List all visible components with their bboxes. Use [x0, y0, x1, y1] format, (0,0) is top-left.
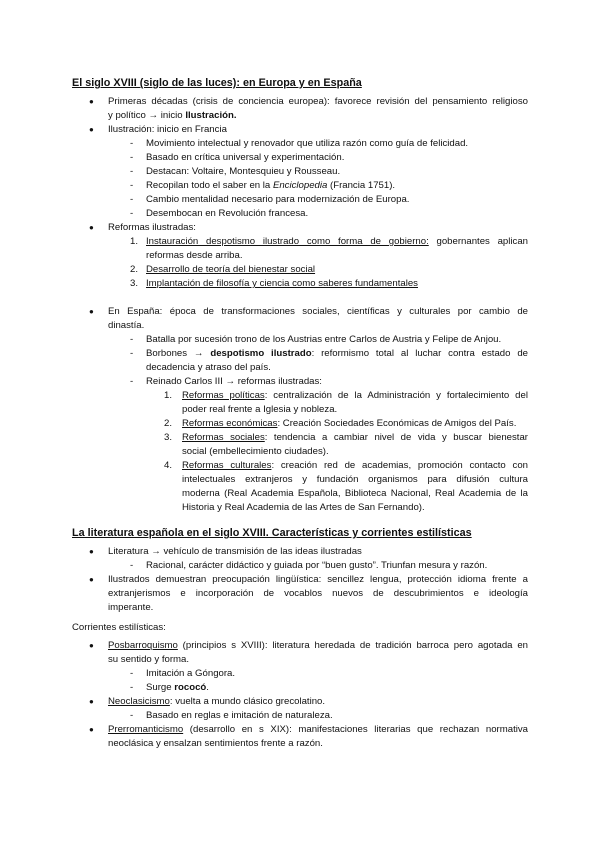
dash-icon: - [130, 334, 134, 345]
s2-c1-d2: Surge rococó. [146, 682, 209, 693]
s2-b2-line3: imperante. [108, 602, 154, 613]
dash-icon: - [130, 560, 134, 571]
s1-b2-d2: Basado en crítica universal y experimentación. [146, 152, 345, 163]
s1-r4-line1: Reformas culturales: creación red de academias, promoción contacto con [182, 460, 528, 471]
s2-b2-line2: extranjerismos e incorporación de vocablos nuevos de descubrimientos e ideología [108, 588, 528, 599]
bullet-icon: ● [89, 697, 94, 706]
s1-b4-d1: Batalla por sucesión trono de los Austrias entre Carlos de Austria y Felipe de Anjou. [146, 334, 502, 345]
list-number: 1. [164, 390, 173, 401]
s1-b2-d4: Recopilan todo el saber en la Enciclopedia (Francia 1751). [146, 180, 396, 191]
s2-c1-line2: su sentido y forma. [108, 654, 190, 665]
dash-icon: - [130, 668, 134, 679]
s1-b3-n2: Desarrollo de teoría del bienestar social [146, 264, 316, 275]
s1-r2: Reformas económicas: Creación Sociedades Económicas de Amigos del País. [182, 418, 517, 429]
s1-r3-line2: social (embellecimiento ciudades). [182, 446, 329, 457]
section-2-title: La literatura española en el siglo XVIII. Características y corrientes estilísticas [72, 527, 472, 539]
s1-b4-d2-line2: decadencia y atraso del país. [146, 362, 271, 373]
s1-r1-line1: Reformas políticas: centralización de la Administración y fortalecimiento del [182, 390, 528, 401]
s1-b3-n1-line2: reformas desde arriba. [146, 250, 243, 261]
section-1-title: El siglo XVIII (siglo de las luces): en Europa y en España [72, 77, 362, 89]
s1-r3-line1: Reformas sociales: tendencia a cambiar nivel de vida y buscar bienestar [182, 432, 528, 443]
dash-icon: - [130, 138, 134, 149]
dash-icon: - [130, 348, 134, 359]
bullet-icon: ● [89, 547, 94, 556]
bullet-icon: ● [89, 223, 94, 232]
s2-c2-d1: Basado en reglas e imitación de naturaleza. [146, 710, 333, 721]
s2-subheading: Corrientes estilísticas: [72, 622, 166, 633]
list-number: 1. [130, 236, 139, 247]
s1-b2-label: Ilustración: inicio en Francia [108, 124, 227, 135]
dash-icon: - [130, 180, 134, 191]
s2-c3-line1: Prerromanticismo (desarrollo en s XIX): manifestaciones literarias que rechazan normativa [108, 724, 528, 735]
bullet-icon: ● [89, 125, 94, 134]
dash-icon: - [130, 152, 134, 163]
s1-b2-d5: Cambio mentalidad necesario para modernización de Europa. [146, 194, 410, 205]
list-number: 3. [164, 432, 173, 443]
s2-b2-line1: Ilustrados demuestran preocupación lingüística: sencillez lengua, protección idioma frente a [108, 574, 528, 585]
s1-b1-line1: Primeras décadas (crisis de conciencia europea): favorece revisión del pensamiento religioso [108, 96, 528, 107]
bullet-icon: ● [89, 97, 94, 106]
dash-icon: - [130, 194, 134, 205]
bullet-icon: ● [89, 575, 94, 584]
s2-b1: Literatura → vehículo de transmisión de las ideas ilustradas [108, 546, 362, 557]
s2-c2: Neoclasicismo: vuelta a mundo clásico grecolatino. [108, 696, 326, 707]
dash-icon: - [130, 710, 134, 721]
s1-b1-line2: y político → inicio Ilustración. [108, 110, 237, 121]
s1-b4-line2: dinastía. [108, 320, 145, 331]
list-number: 2. [130, 264, 139, 275]
s1-b2-d1: Movimiento intelectual y renovador que utiliza razón como guía de felicidad. [146, 138, 469, 149]
s1-b3-n3: Implantación de filosofía y ciencia como saberes fundamentales [146, 278, 418, 289]
dash-icon: - [130, 208, 134, 219]
list-number: 4. [164, 460, 173, 471]
dash-icon: - [130, 682, 134, 693]
s1-r1-line2: poder real frente a Iglesia y nobleza. [182, 404, 338, 415]
s1-b4-d2-line1: Borbones → despotismo ilustrado: reformismo total al luchar contra estado de [146, 348, 528, 359]
bullet-icon: ● [89, 641, 94, 650]
s1-r4-line4: Historia y Real Academia de las Artes de San Fernando). [182, 502, 425, 513]
list-number: 2. [164, 418, 173, 429]
list-number: 3. [130, 278, 139, 289]
s2-b1-d1: Racional, carácter didáctico y guiada por “buen gusto”. Triunfan mesura y razón. [146, 560, 488, 571]
s1-r4-line2: intelectuales extranjeros y fundación organismos para difusión cultura [182, 474, 528, 485]
s1-b4-line1: En España: época de transformaciones sociales, científicas y culturales por cambio de [108, 306, 528, 317]
s1-r4-line3: moderna (Real Academia Española, Biblioteca Nacional, Real Academia de la [182, 488, 528, 499]
dash-icon: - [130, 166, 134, 177]
s1-b2-d6: Desembocan en Revolución francesa. [146, 208, 309, 219]
bullet-icon: ● [89, 725, 94, 734]
s2-c1-d1: Imitación a Góngora. [146, 668, 236, 679]
s2-c3-line2: neoclásica y ensalzan sentimientos frente a razón. [108, 738, 323, 749]
s1-b2-d3: Destacan: Voltaire, Montesquieu y Rousseau. [146, 166, 341, 177]
s1-b3-label: Reformas ilustradas: [108, 222, 196, 233]
s2-c1-line1: Posbarroquismo (principios s XVIII): literatura heredada de tradición barroca pero agotada en [108, 640, 528, 651]
s1-b4-d3: Reinado Carlos III → reformas ilustradas: [146, 376, 322, 387]
s1-b3-n1-line1: Instauración despotismo ilustrado como forma de gobierno: gobernantes aplican [146, 236, 528, 247]
bullet-icon: ● [89, 307, 94, 316]
dash-icon: - [130, 376, 134, 387]
